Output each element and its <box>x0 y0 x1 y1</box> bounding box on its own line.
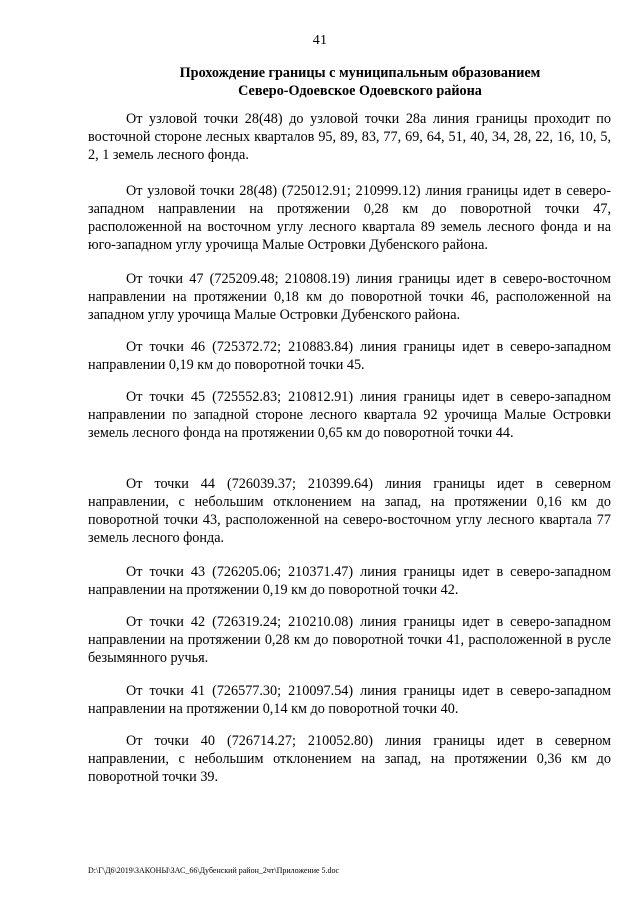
paragraph-10: От точки 40 (726714.27; 210052.80) линия границы идет в северном направлении, с небольшим отклонением на запад, на протяжении 0,36 км до поворотной точки 39. <box>88 733 611 785</box>
paragraph-8: От точки 42 (726319.24; 210210.08) линия границы идет в северо-западном направлении на протяжении 0,28 км до поворотной точки 41, расположенной в русле безымянного ручья. <box>88 614 611 666</box>
paragraph-3: От точки 47 (725209.48; 210808.19) линия границы идет в северо-восточном направлении на протяжении 0,18 км до поворотной точки 46, расположенной на западном углу урочища Малые Островки Дубенского района. <box>88 271 611 323</box>
paragraph-2: От узловой точки 28(48) (725012.91; 210999.12) линия границы идет в северо-западном направлении на протяжении 0,28 км до поворотной точки 47, расположенной на восточном углу лесного квартала 89 земель лесного фонда и на юго-западном углу урочища Малые Островки Дубенского района. <box>88 183 611 253</box>
section-title-line-2: Северо-Одоевское Одоевского района <box>238 83 482 99</box>
paragraph-9: От точки 41 (726577.30; 210097.54) линия границы идет в северо-западном направлении на протяжении 0,14 км до поворотной точки 40. <box>88 683 611 717</box>
section-title-line-1: Прохождение границы с муниципальным образованием <box>179 65 541 81</box>
paragraph-1: От узловой точки 28(48) до узловой точки 28а линия границы проходит по восточной стороне лесных кварталов 95, 89, 83, 77, 69, 64, 51, 40, 34, 28, 22, 16, 10, 5, 2, 1 земель лесного фонда. <box>88 111 611 163</box>
paragraph-4: От точки 46 (725372.72; 210883.84) линия границы идет в северо-западном направлении 0,19 км до поворотной точки 45. <box>88 339 611 373</box>
page-number: 41 <box>312 33 328 48</box>
paragraph-7: От точки 43 (726205.06; 210371.47) линия границы идет в северо-западном направлении на протяжении 0,19 км до поворотной точки 42. <box>88 564 611 598</box>
file-path-footer: D:\Г\Д6\2019\ЗАКОНЫ\ЗАС_66\Дубенский район_2чт\Приложение 5.doc <box>88 866 340 875</box>
paragraph-6: От точки 44 (726039.37; 210399.64) линия границы идет в северном направлении, с небольшим отклонением на запад, на протяжении 0,16 км до поворотной точки 43, расположенной на северо-восточном углу лесного квартала 77 земель лесного фонда. <box>88 476 611 546</box>
paragraph-5: От точки 45 (725552.83; 210812.91) линия границы идет в северо-западном направлении по западной стороне лесного квартала 92 урочища Малые Островки земель лесного фонда на протяжении 0,65 км до поворотной точки 44. <box>88 389 611 441</box>
section-title <box>90 64 630 100</box>
